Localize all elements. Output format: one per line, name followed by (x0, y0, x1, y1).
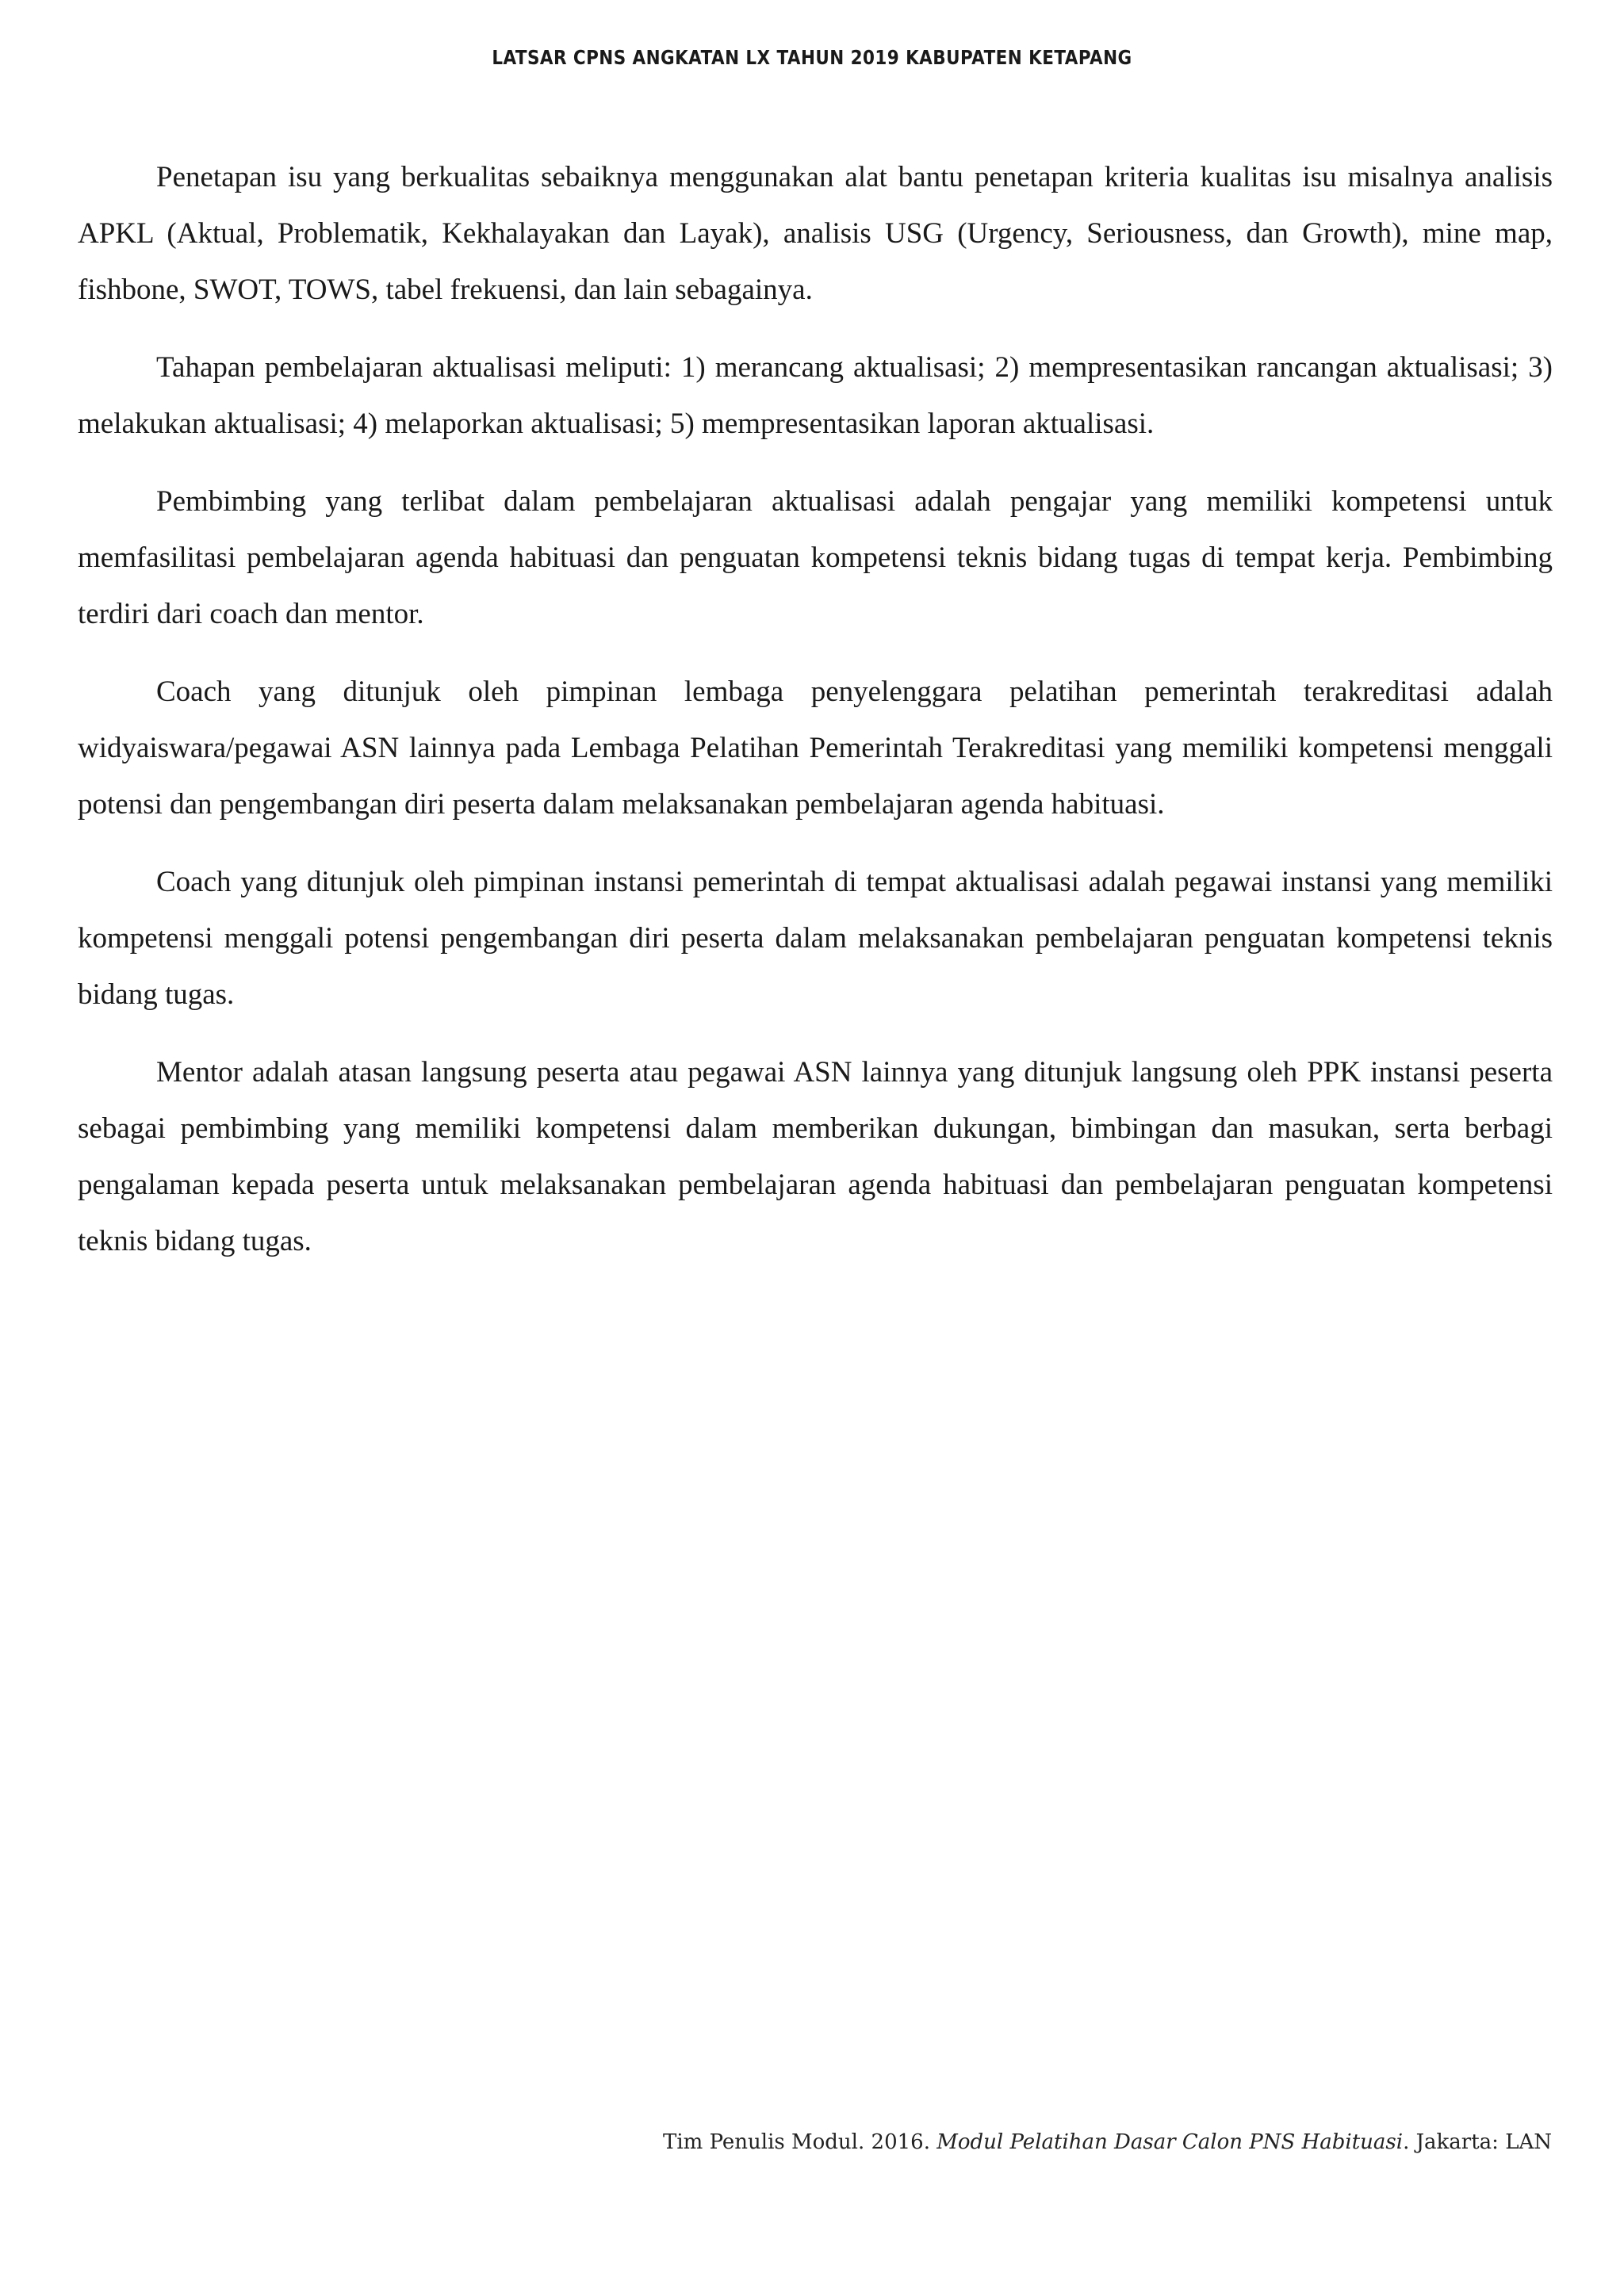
page-footer-citation (663, 2130, 1552, 2154)
paragraph-coach-lembaga: Coach yang ditunjuk oleh pimpinan lembaga penyelenggara pelatihan pemerintah terakreditasi adalah widyaiswara/pegawai ASN lainnya pada Lembaga Pelatihan Pemerintah Terakreditasi yang memiliki kompetensi menggali potensi dan pengembangan diri peserta dalam melaksanakan pembelajaran agenda habituasi. (78, 675, 1553, 821)
paragraph-tahapan-aktualisasi: Tahapan pembelajaran aktualisasi meliputi: 1) merancang aktualisasi; 2) mempresentasikan rancangan aktualisasi; 3) melakukan aktualisasi; 4) melaporkan aktualisasi; 5) mempresentasikan laporan aktualisasi. (78, 351, 1553, 440)
paragraph-pembimbing: Pembimbing yang terlibat dalam pembelajaran aktualisasi adalah pengajar yang memiliki kompetensi untuk memfasilitasi pembelajaran agenda habituasi dan penguatan kompetensi teknis bidang tugas di tempat kerja. Pembimbing terdiri dari coach dan mentor. (78, 485, 1553, 630)
citation-suffix: . Jakarta: LAN (1403, 2130, 1552, 2154)
paragraph-isu-berkualitas: Penetapan isu yang berkualitas sebaiknya menggunakan alat bantu penetapan kriteria kualitas isu misalnya analisis APKL (Aktual, Problematik, Kekhalayakan dan Layak), analisis USG (Urgency, Seriousness, dan Growth), mine map, fishbone, SWOT, TOWS, tabel frekuensi, dan lain sebagainya. (78, 161, 1553, 306)
paragraph-mentor: Mentor adalah atasan langsung peserta atau pegawai ASN lainnya yang ditunjuk langsung oleh PPK instansi peserta sebagai pembimbing yang memiliki kompetensi dalam memberikan dukungan, bimbingan dan masukan, serta berbagi pengalaman kepada peserta untuk melaksanakan pembelajaran agenda habituasi dan pembelajaran penguatan kompetensi teknis bidang tugas. (78, 1056, 1553, 1257)
paragraph-coach-instansi: Coach yang ditunjuk oleh pimpinan instansi pemerintah di tempat aktualisasi adalah pegawai instansi yang memiliki kompetensi menggali potensi pengembangan diri peserta dalam melaksanakan pembelajaran penguatan kompetensi teknis bidang tugas. (78, 866, 1553, 1011)
document-body (78, 149, 1553, 1291)
page-header: LATSAR CPNS ANGKATAN LX TAHUN 2019 KABUPATEN KETAPANG (492, 46, 1132, 69)
citation-title: Modul Pelatihan Dasar Calon PNS Habituasi (936, 2130, 1404, 2154)
citation-prefix: Tim Penulis Modul. 2016. (663, 2130, 937, 2154)
